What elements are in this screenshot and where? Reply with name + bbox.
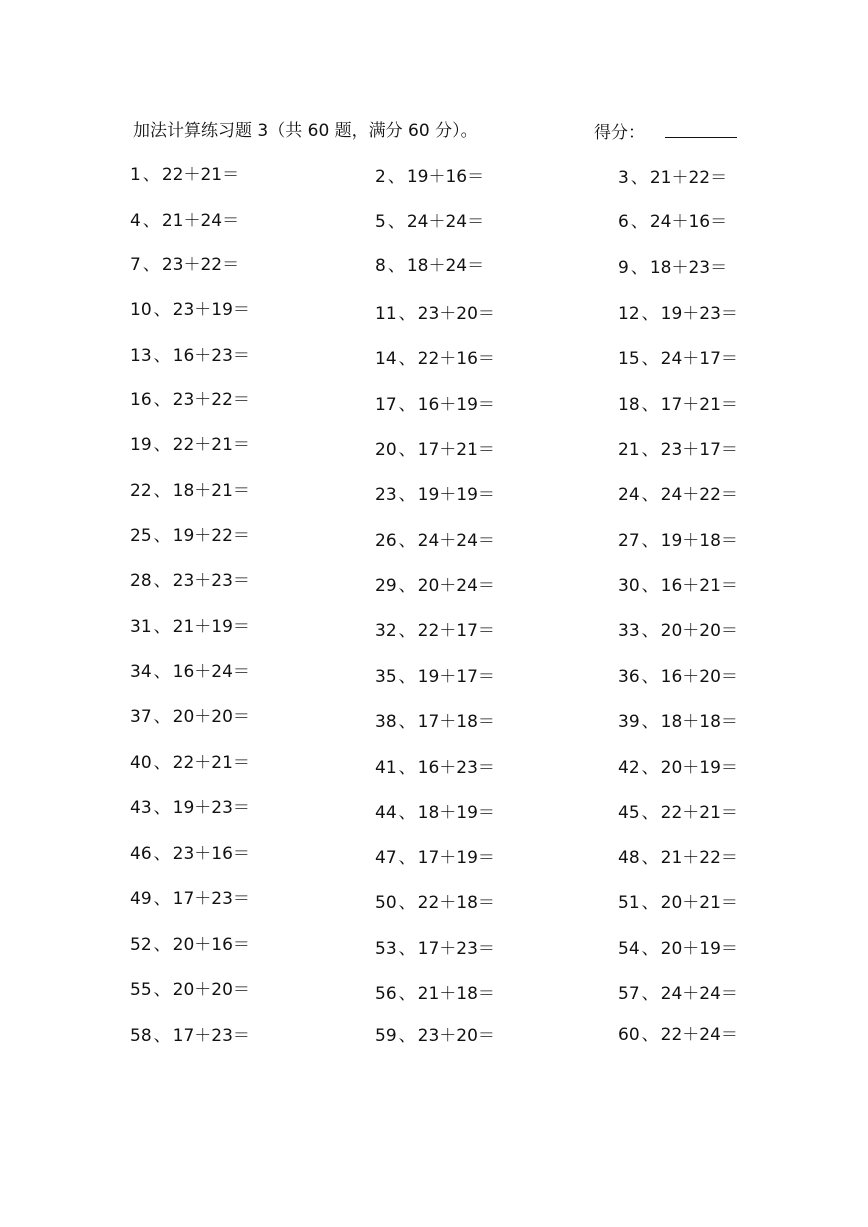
problem-number: 12 (618, 304, 640, 324)
problem-number: 11 (375, 304, 397, 324)
problem-number: 2 (375, 167, 386, 187)
problem-item (375, 803, 495, 823)
problem-separator: 、 (153, 844, 171, 864)
problem-expression: 24＋17＝ (660, 349, 738, 369)
problem-item (618, 576, 738, 596)
problem-item (618, 621, 738, 641)
problem-separator: 、 (641, 893, 659, 913)
problem-separator: 、 (398, 395, 416, 415)
problem-separator: 、 (153, 753, 171, 773)
problem-separator: 、 (398, 440, 416, 460)
problem-item (130, 707, 250, 727)
problem-separator: 、 (641, 395, 659, 415)
problem-item (130, 346, 250, 366)
problem-expression: 20＋16＝ (172, 935, 250, 955)
problem-number: 28 (130, 571, 152, 591)
problem-separator: 、 (398, 893, 416, 913)
problem-separator: 、 (153, 526, 171, 546)
problem-separator: 、 (641, 939, 659, 959)
problem-separator: 、 (641, 712, 659, 732)
problem-separator: 、 (153, 980, 171, 1000)
problem-separator: 、 (630, 212, 648, 232)
problem-item (618, 803, 738, 823)
problem-number: 1 (130, 165, 141, 185)
problem-item (618, 939, 738, 959)
problem-number: 5 (375, 212, 386, 232)
problem-number: 56 (375, 984, 397, 1004)
problem-number: 4 (130, 211, 141, 231)
problem-number: 45 (618, 803, 640, 823)
problem-expression: 24＋16＝ (649, 212, 728, 232)
problem-expression: 18＋23＝ (649, 258, 728, 278)
problem-expression: 16＋20＝ (660, 667, 738, 687)
problem-separator: 、 (398, 758, 416, 778)
problem-item (375, 621, 495, 641)
problem-expression: 24＋24＝ (406, 212, 485, 232)
problem-separator: 、 (641, 440, 659, 460)
problem-number: 44 (375, 803, 397, 823)
problem-item (618, 168, 727, 188)
problem-item (130, 300, 250, 320)
problem-expression: 20＋24＝ (417, 576, 495, 596)
problem-item (130, 798, 250, 818)
problem-number: 26 (375, 531, 397, 551)
problem-number: 8 (375, 256, 386, 276)
problem-expression: 23＋16＝ (172, 844, 250, 864)
problem-item (130, 435, 250, 455)
problem-number: 21 (618, 440, 640, 460)
problem-expression: 18＋18＝ (660, 712, 738, 732)
problem-separator: 、 (153, 481, 171, 501)
problem-separator: 、 (398, 667, 416, 687)
problem-number: 42 (618, 758, 640, 778)
problem-number: 51 (618, 893, 640, 913)
problem-expression: 22＋18＝ (417, 893, 495, 913)
problem-separator: 、 (142, 255, 160, 275)
problem-expression: 20＋19＝ (660, 758, 738, 778)
problem-item (130, 1026, 250, 1046)
problem-expression: 23＋22＝ (161, 255, 240, 275)
problem-item (618, 893, 738, 913)
problem-expression: 23＋23＝ (172, 571, 250, 591)
problem-expression: 23＋17＝ (660, 440, 738, 460)
problem-separator: 、 (142, 211, 160, 231)
problem-item (375, 167, 484, 187)
problem-expression: 16＋23＝ (417, 758, 495, 778)
problem-number: 43 (130, 798, 152, 818)
problem-separator: 、 (641, 803, 659, 823)
problem-expression: 19＋23＝ (660, 304, 738, 324)
problem-number: 14 (375, 349, 397, 369)
problem-separator: 、 (153, 571, 171, 591)
problem-separator: 、 (153, 935, 171, 955)
problem-number: 17 (375, 395, 397, 415)
problem-separator: 、 (387, 212, 405, 232)
problem-expression: 22＋21＝ (172, 435, 250, 455)
problem-number: 22 (130, 481, 152, 501)
problem-expression: 24＋22＝ (660, 485, 738, 505)
problem-separator: 、 (387, 256, 405, 276)
problem-item (618, 304, 738, 324)
problem-number: 19 (130, 435, 152, 455)
problem-number: 18 (618, 395, 640, 415)
problem-item (130, 255, 239, 275)
problem-separator: 、 (153, 1026, 171, 1046)
problem-expression: 19＋17＝ (417, 667, 495, 687)
problem-item (130, 481, 250, 501)
problem-item (130, 980, 250, 1000)
problem-item (375, 667, 495, 687)
problem-item (375, 712, 495, 732)
problem-expression: 23＋20＝ (417, 304, 495, 324)
problem-item (130, 526, 250, 546)
problem-number: 3 (618, 168, 629, 188)
problem-number: 10 (130, 300, 152, 320)
problem-separator: 、 (153, 662, 171, 682)
problem-separator: 、 (153, 390, 171, 410)
problem-item (375, 848, 495, 868)
problem-separator: 、 (398, 349, 416, 369)
problem-expression: 21＋22＝ (660, 848, 738, 868)
problem-item (375, 939, 495, 959)
problem-separator: 、 (641, 848, 659, 868)
problem-expression: 20＋19＝ (660, 939, 738, 959)
problem-item (618, 1025, 738, 1045)
problem-expression: 17＋23＝ (417, 939, 495, 959)
problem-expression: 19＋22＝ (172, 526, 250, 546)
problem-expression: 22＋21＝ (172, 753, 250, 773)
problem-expression: 22＋17＝ (417, 621, 495, 641)
problem-expression: 22＋16＝ (417, 349, 495, 369)
problem-item (130, 617, 250, 637)
problem-separator: 、 (398, 304, 416, 324)
problem-separator: 、 (398, 576, 416, 596)
problem-number: 34 (130, 662, 152, 682)
problem-expression: 21＋19＝ (172, 617, 250, 637)
problem-item (130, 390, 250, 410)
problem-separator: 、 (398, 485, 416, 505)
problem-number: 38 (375, 712, 397, 732)
problem-number: 32 (375, 621, 397, 641)
problem-expression: 19＋16＝ (406, 167, 485, 187)
problem-separator: 、 (398, 803, 416, 823)
problem-separator: 、 (641, 758, 659, 778)
problem-separator: 、 (398, 1026, 416, 1046)
problem-expression: 16＋21＝ (660, 576, 738, 596)
problem-expression: 19＋23＝ (172, 798, 250, 818)
problem-separator: 、 (641, 576, 659, 596)
problem-number: 48 (618, 848, 640, 868)
problem-separator: 、 (641, 531, 659, 551)
problem-expression: 20＋20＝ (660, 621, 738, 641)
worksheet-title: 加法计算练习题 3（共 60 题，满分 60 分）。 (133, 121, 478, 141)
problem-separator: 、 (630, 258, 648, 278)
problem-number: 39 (618, 712, 640, 732)
problem-separator: 、 (398, 712, 416, 732)
problem-item (130, 889, 250, 909)
problem-number: 16 (130, 390, 152, 410)
problem-separator: 、 (641, 667, 659, 687)
problem-item (618, 440, 738, 460)
problem-expression: 22＋24＝ (660, 1025, 738, 1045)
problem-expression: 21＋18＝ (417, 984, 495, 1004)
problem-separator: 、 (153, 435, 171, 455)
problem-number: 31 (130, 617, 152, 637)
problem-separator: 、 (641, 621, 659, 641)
problem-item (618, 984, 738, 1004)
problem-separator: 、 (398, 984, 416, 1004)
problem-expression: 24＋24＝ (660, 984, 738, 1004)
problem-number: 57 (618, 984, 640, 1004)
problem-item (618, 712, 738, 732)
problem-number: 25 (130, 526, 152, 546)
problem-expression: 20＋20＝ (172, 707, 250, 727)
problem-separator: 、 (641, 984, 659, 1004)
problem-expression: 16＋23＝ (172, 346, 250, 366)
problem-expression: 24＋24＝ (417, 531, 495, 551)
problem-number: 23 (375, 485, 397, 505)
problem-expression: 19＋18＝ (660, 531, 738, 551)
problem-expression: 20＋21＝ (660, 893, 738, 913)
problem-item (618, 485, 738, 505)
problem-item (130, 753, 250, 773)
problem-expression: 18＋24＝ (406, 256, 485, 276)
problem-expression: 17＋23＝ (172, 889, 250, 909)
problem-item (375, 395, 495, 415)
problem-number: 60 (618, 1025, 640, 1045)
problem-number: 30 (618, 576, 640, 596)
problem-item (375, 531, 495, 551)
problem-number: 36 (618, 667, 640, 687)
problem-separator: 、 (641, 349, 659, 369)
problem-expression: 18＋19＝ (417, 803, 495, 823)
problem-item (618, 531, 738, 551)
problem-number: 24 (618, 485, 640, 505)
problem-number: 29 (375, 576, 397, 596)
problem-expression: 21＋22＝ (649, 168, 728, 188)
problem-number: 27 (618, 531, 640, 551)
problem-item (375, 349, 495, 369)
problem-separator: 、 (630, 168, 648, 188)
problem-item (130, 165, 239, 185)
problem-number: 58 (130, 1026, 152, 1046)
problem-item (375, 212, 484, 232)
problem-item (130, 571, 250, 591)
problem-number: 13 (130, 346, 152, 366)
problem-expression: 17＋18＝ (417, 712, 495, 732)
problem-expression: 19＋19＝ (417, 485, 495, 505)
problem-item (618, 349, 738, 369)
problem-number: 6 (618, 212, 629, 232)
problem-expression: 23＋20＝ (417, 1026, 495, 1046)
problem-separator: 、 (153, 707, 171, 727)
problem-separator: 、 (387, 167, 405, 187)
problem-expression: 16＋24＝ (172, 662, 250, 682)
problem-number: 47 (375, 848, 397, 868)
problem-expression: 23＋19＝ (172, 300, 250, 320)
problem-item (130, 844, 250, 864)
problem-expression: 16＋19＝ (417, 395, 495, 415)
problem-item (375, 440, 495, 460)
problem-number: 52 (130, 935, 152, 955)
problem-number: 40 (130, 753, 152, 773)
problem-item (375, 758, 495, 778)
problem-item (130, 211, 239, 231)
problem-separator: 、 (142, 165, 160, 185)
problem-item (375, 304, 495, 324)
problem-number: 9 (618, 258, 629, 278)
problem-expression: 23＋22＝ (172, 390, 250, 410)
score-blank-line (665, 137, 737, 138)
problem-number: 55 (130, 980, 152, 1000)
problem-item (375, 1026, 495, 1046)
problem-expression: 22＋21＝ (161, 165, 240, 185)
problem-item (375, 576, 495, 596)
problem-number: 33 (618, 621, 640, 641)
problem-separator: 、 (153, 798, 171, 818)
problem-number: 59 (375, 1026, 397, 1046)
problem-item (618, 212, 727, 232)
problem-separator: 、 (153, 346, 171, 366)
problem-item (618, 667, 738, 687)
problem-separator: 、 (398, 848, 416, 868)
problem-expression: 17＋21＝ (417, 440, 495, 460)
problem-separator: 、 (641, 1025, 659, 1045)
problem-separator: 、 (641, 304, 659, 324)
problem-number: 49 (130, 889, 152, 909)
problem-expression: 20＋20＝ (172, 980, 250, 1000)
problem-item (375, 256, 484, 276)
score-label: 得分： (594, 123, 645, 143)
problem-expression: 18＋21＝ (172, 481, 250, 501)
problem-expression: 17＋21＝ (660, 395, 738, 415)
problem-separator: 、 (398, 531, 416, 551)
problem-expression: 17＋19＝ (417, 848, 495, 868)
problem-number: 54 (618, 939, 640, 959)
problem-expression: 17＋23＝ (172, 1026, 250, 1046)
problem-separator: 、 (153, 300, 171, 320)
problem-separator: 、 (153, 617, 171, 637)
problem-number: 46 (130, 844, 152, 864)
problem-expression: 21＋24＝ (161, 211, 240, 231)
problem-item (618, 848, 738, 868)
problem-number: 7 (130, 255, 141, 275)
problem-number: 20 (375, 440, 397, 460)
problem-item (130, 662, 250, 682)
problem-number: 53 (375, 939, 397, 959)
problem-separator: 、 (153, 889, 171, 909)
problem-item (375, 984, 495, 1004)
problem-item (618, 395, 738, 415)
problem-number: 15 (618, 349, 640, 369)
problem-item (618, 258, 727, 278)
problem-separator: 、 (641, 485, 659, 505)
problem-number: 37 (130, 707, 152, 727)
problem-number: 41 (375, 758, 397, 778)
problem-item (375, 485, 495, 505)
problem-number: 50 (375, 893, 397, 913)
problem-separator: 、 (398, 621, 416, 641)
problem-number: 35 (375, 667, 397, 687)
problem-item (130, 935, 250, 955)
problem-item (618, 758, 738, 778)
problem-item (375, 893, 495, 913)
problem-separator: 、 (398, 939, 416, 959)
problem-expression: 22＋21＝ (660, 803, 738, 823)
